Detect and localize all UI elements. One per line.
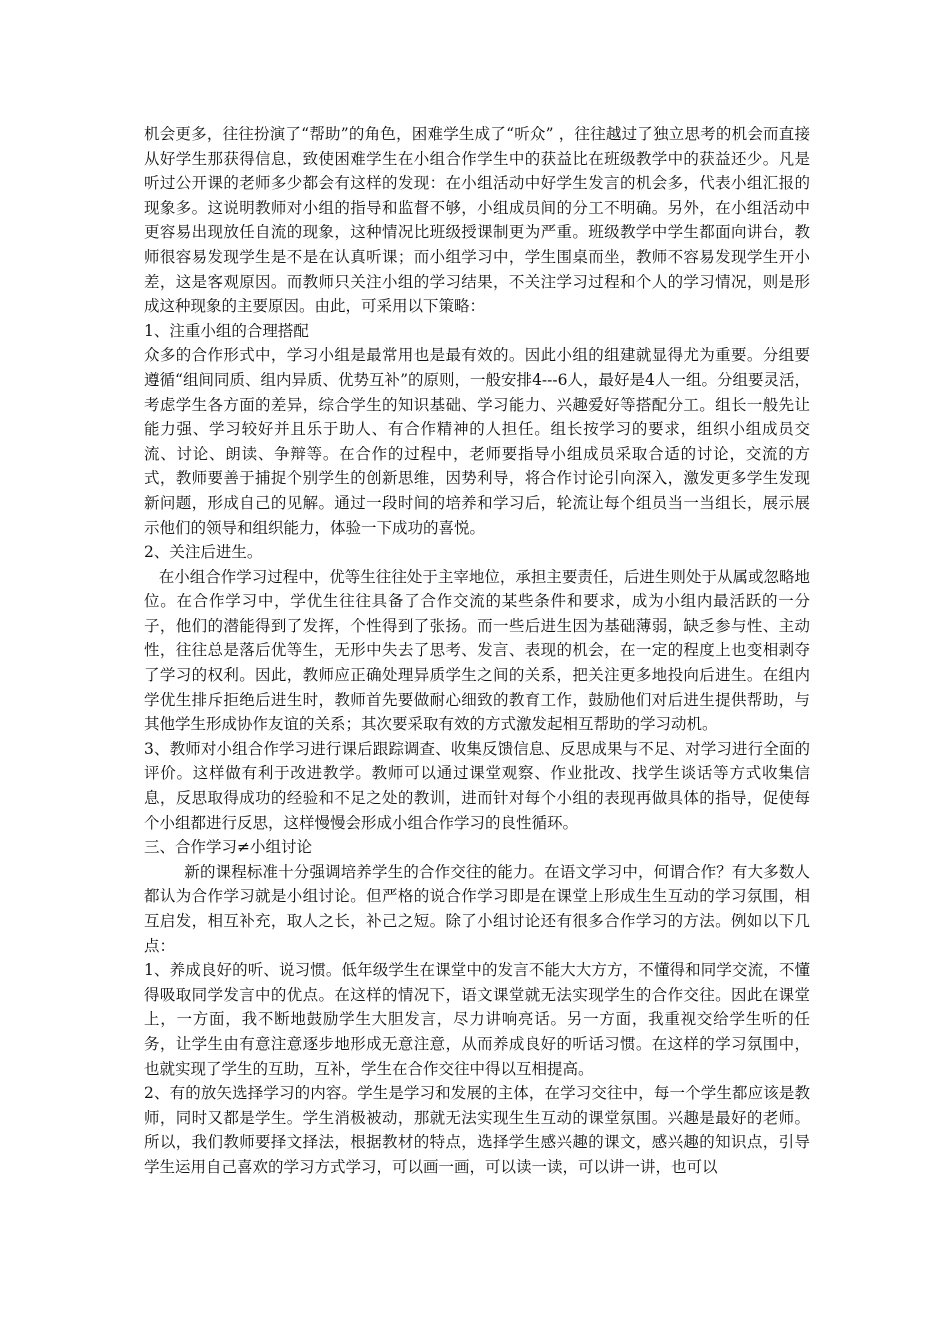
paragraph-strategy-3: 3、教师对小组合作学习进行课后跟踪调查、收集反馈信息、反思成果与不足、对学习进行全面的评价。这样做有利于改进教学。教师可以通过课堂观察、作业批改、找学生谈话等方式收集信息，反思取得成功的经验和不足之处的教训，进而针对每个小组的表现再做具体的指导，促使每个小组都进行反思，这样慢慢会形成小组合作学习的良性循环。: [144, 739, 810, 832]
paragraph-strategy-2: 在小组合作学习过程中，优等生往往处于主宰地位，承担主要责任，后进生则处于从属或忽略地位。在合作学习中，学优生往往具备了合作交流的某些条件和要求，成为小组内最活跃的一分子，他们的潜能得到了发挥，个性得到了张扬。而一些后进生因为基础薄弱，缺乏参与性、主动性，往往总是落后优等生，无形中失去了思考、发言、表现的机会，在一定的程度上也变相剥夺了学习的权利。因此，教师应正确处理异质学生之间的关系，把关注更多地投向后进生。在组内学优生排斥拒绝后进生时，教师首先要做耐心细致的教育工作，鼓励他们对后进生提供帮助，与其他学生形成协作友谊的关系；其次要采取有效的方式激发起相互帮助的学习动机。: [144, 567, 810, 734]
document-body: [144, 122, 810, 1180]
paragraph-section-3-intro: 新的课程标准十分强调培养学生的合作交往的能力。在语文学习中，何谓合作？有大多数人都认为合作学习就是小组讨论。但严格的说合作学习即是在课堂上形成生生互动的学习氛围，相互启发，相互补充，取人之长，补己之短。除了小组讨论还有很多合作学习的方法。例如以下几点：: [144, 862, 810, 955]
paragraph-point-1: 1、养成良好的听、说习惯。低年级学生在课堂中的发言不能大大方方，不懂得和同学交流，不懂得吸取同学发言中的优点。在这样的情况下，语文课堂就无法实现学生的合作交往。因此在课堂上，一方面，我不断地鼓励学生大胆发言，尽力讲响亮话。另一方面，我重视交给学生听的任务，让学生由有意注意逐步地形成无意注意，从而养成良好的听话习惯。在这样的学习氛围中，也就实现了学生的互助，互补，学生在合作交往中得以互相提高。: [144, 961, 810, 1078]
heading-section-3: 三、合作学习≠小组讨论: [144, 838, 312, 857]
paragraph-strategy-1: 众多的合作形式中，学习小组是最常用也是最有效的。因此小组的组建就显得尤为重要。分组要遵循“组间同质、组内异质、优势互补”的原则，一般安排4---6人，最好是4人一组。分组要灵活，考虑学生各方面的差异，综合学生的知识基础、学习能力、兴趣爱好等搭配分工。组长一般先让能力强、学习较好并且乐于助人、有合作精神的人担任。组长按学习的要求，组织小组成员交流、讨论、朗读、争辩等。在合作的过程中，老师要指导小组成员采取合适的讨论，交流的方式，教师要善于捕捉个别学生的创新思维，因势利导，将合作讨论引向深入，激发更多学生发现新问题，形成自己的见解。通过一段时间的培养和学习后，轮流让每个组员当一当组长，展示展示他们的领导和组织能力，体验一下成功的喜悦。: [144, 346, 810, 537]
heading-strategy-2: 2、关注后进生。: [144, 543, 263, 562]
heading-strategy-1: 1、注重小组的合理搭配: [144, 321, 309, 340]
paragraph-intro: 机会更多，往往扮演了“帮助”的角色，困难学生成了“听众” ，往往越过了独立思考的机会而直接从好学生那获得信息，致使困难学生在小组合作学生中的获益比在班级教学中的获益还少。凡是听过公开课的老师多少都会有这样的发现：在小组活动中好学生发言的机会多，代表小组汇报的现象多。这说明教师对小组的指导和监督不够，小组成员间的分工不明确。另外，在小组活动中更容易出现放任自流的现象，这种情况比班级授课制更为严重。班级教学中学生都面向讲台，教师很容易发现学生是不是在认真听课；而小组学习中，学生围桌而坐，教师不容易发现学生开小差，这是客观原因。而教师只关注小组的学习结果，不关注学习过程和个人的学习情况，则是形成这种现象的主要原因。由此，可采用以下策略：: [144, 125, 810, 316]
paragraph-point-2: 2、有的放矢选择学习的内容。学生是学习和发展的主体，在学习交往中，每一个学生都应该是教师，同时又都是学生。学生消极被动，那就无法实现生生互动的课堂氛围。兴趣是最好的老师。所以，我们教师要择文择法，根据教材的特点，选择学生感兴趣的课文，感兴趣的知识点，引导学生运用自己喜欢的学习方式学习，可以画一画，可以读一读，可以讲一讲，也可以: [144, 1084, 810, 1176]
